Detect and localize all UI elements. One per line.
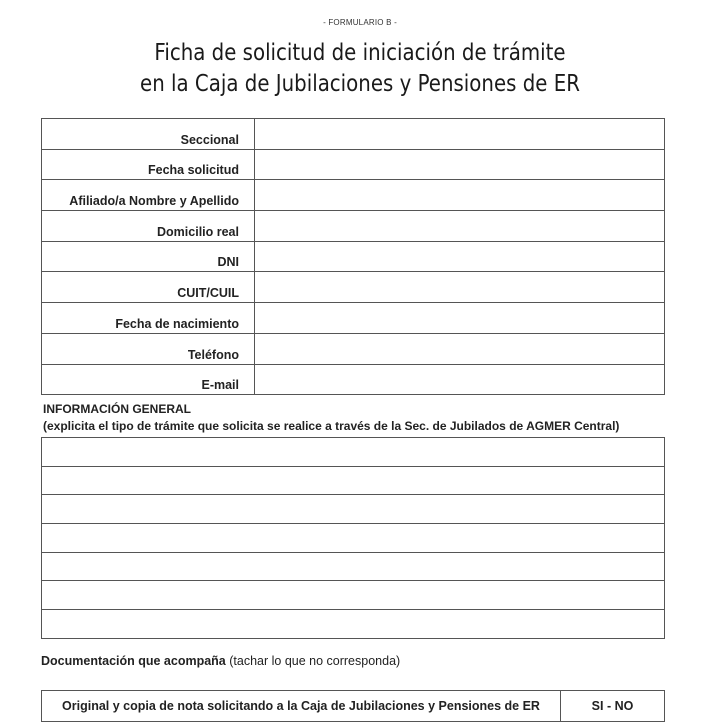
table-row — [42, 272, 665, 303]
field-label-domicilio: Domicilio real — [42, 211, 255, 242]
field-input-dni[interactable] — [255, 241, 665, 272]
field-input-fecha-nacimiento[interactable] — [255, 303, 665, 334]
table-row — [42, 495, 665, 524]
documentation-item: Original y copia de nota solicitando a la Caja de Jubilaciones y Pensiones de ER — [42, 691, 561, 722]
documentation-note: (tachar lo que no corresponda) — [229, 654, 401, 668]
field-label-email: E-mail — [42, 364, 255, 395]
field-label-telefono: Teléfono — [42, 333, 255, 364]
table-row — [42, 610, 665, 639]
table-row — [42, 149, 665, 180]
documentation-table — [41, 690, 665, 722]
table-row — [42, 119, 665, 150]
table-row — [42, 333, 665, 364]
field-input-nombre-apellido[interactable] — [255, 180, 665, 211]
field-label-nombre-apellido: Afiliado/a Nombre y Apellido — [42, 180, 255, 211]
general-info-table — [41, 437, 665, 639]
table-row — [42, 581, 665, 610]
form-title-line-1: Ficha de solicitud de iniciación de trámite — [154, 40, 566, 66]
table-row — [42, 552, 665, 581]
documentation-heading: Documentación que acompaña — [41, 654, 226, 668]
table-row — [42, 438, 665, 467]
table-row — [42, 211, 665, 242]
table-row — [42, 303, 665, 334]
field-label-dni: DNI — [42, 241, 255, 272]
field-label-fecha-nacimiento: Fecha de nacimiento — [42, 303, 255, 334]
general-info-subheading: (explicita el tipo de trámite que solicita se realice a través de la Sec. de Jubilados de AGMER Central) — [43, 419, 620, 433]
form-code: - FORMULARIO B - — [323, 18, 397, 27]
field-input-telefono[interactable] — [255, 333, 665, 364]
field-input-seccional[interactable] — [255, 119, 665, 150]
table-row — [42, 364, 665, 395]
table-row — [42, 241, 665, 272]
table-row — [42, 466, 665, 495]
general-info-header — [43, 401, 619, 435]
field-label-seccional: Seccional — [42, 119, 255, 150]
applicant-table — [41, 118, 665, 395]
documentation-answer[interactable]: SI - NO — [561, 691, 665, 722]
general-info-line[interactable] — [42, 610, 665, 639]
form-title — [50, 38, 669, 100]
field-input-email[interactable] — [255, 364, 665, 395]
field-input-fecha-solicitud[interactable] — [255, 149, 665, 180]
general-info-line[interactable] — [42, 552, 665, 581]
general-info-line[interactable] — [42, 466, 665, 495]
table-row — [42, 691, 665, 722]
field-input-domicilio[interactable] — [255, 211, 665, 242]
table-row — [42, 180, 665, 211]
general-info-line[interactable] — [42, 524, 665, 553]
field-input-cuit-cuil[interactable] — [255, 272, 665, 303]
documentation-header — [41, 654, 400, 668]
table-row — [42, 524, 665, 553]
form-title-line-2: en la Caja de Jubilaciones y Pensiones de ER — [140, 71, 580, 97]
field-label-cuit-cuil: CUIT/CUIL — [42, 272, 255, 303]
general-info-heading: INFORMACIÓN GENERAL — [43, 402, 191, 416]
general-info-line[interactable] — [42, 438, 665, 467]
field-label-fecha-solicitud: Fecha solicitud — [42, 149, 255, 180]
general-info-line[interactable] — [42, 581, 665, 610]
general-info-line[interactable] — [42, 495, 665, 524]
